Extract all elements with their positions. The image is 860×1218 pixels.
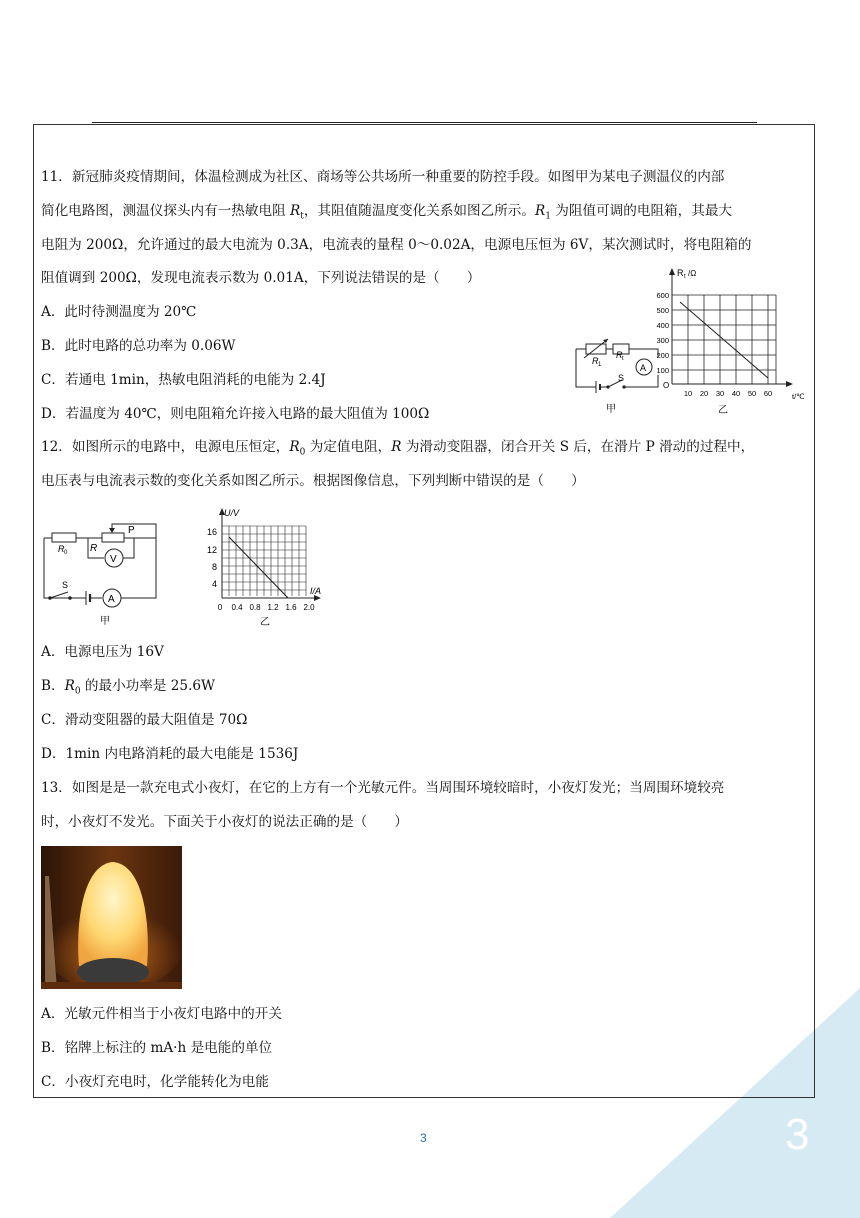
q11-text-line2: 简化电路图，测温仪探头内有一热敏电阻 $R_t$，其阻值随温度变化关系如图乙所示。$R_1$ 为阻值可调的电阻箱，其最大 — [41, 203, 733, 222]
page-number: 3 — [420, 1131, 427, 1145]
q11-text-line4: 阻值调到 200Ω，发现电流表示数为 0.01A，下列说法错误的是（ ） — [41, 270, 481, 286]
q12-voltage-current-graph — [198, 504, 348, 628]
svg-text:400: 400 — [656, 321, 669, 330]
q13-option-b: B．铭牌上标注的 mA·h 是电能的单位 — [41, 1040, 273, 1056]
svg-text:R: R — [677, 268, 684, 278]
svg-text:U/V: U/V — [224, 508, 240, 518]
q12-option-c: C．滑动变阻器的最大阻值是 70Ω — [41, 712, 248, 728]
svg-text:1.2: 1.2 — [267, 603, 279, 612]
svg-text:30: 30 — [715, 389, 725, 398]
svg-text:200: 200 — [656, 351, 669, 360]
svg-text:R: R — [58, 544, 65, 554]
svg-text:乙: 乙 — [718, 405, 728, 416]
svg-text:S: S — [618, 373, 625, 383]
q11-text-line1: 11．新冠肺炎疫情期间，体温检测成为社区、商场等公共场所一种重要的防控手段。如图甲为某电子测温仪的内部 — [41, 169, 725, 185]
svg-text:100: 100 — [656, 366, 669, 375]
q11-option-d: D．若温度为 40℃，则电阻箱允许接入电路的最大阻值为 100Ω — [41, 406, 430, 422]
svg-text:20: 20 — [699, 389, 709, 398]
svg-text:甲: 甲 — [606, 404, 616, 415]
q11-resistance-temperature-graph — [648, 264, 814, 416]
q12-circuit-diagram — [40, 518, 165, 630]
q13-option-a: A．光敏元件相当于小夜灯电路中的开关 — [41, 1006, 282, 1022]
svg-text:8: 8 — [211, 562, 217, 572]
q13-text-line1: 13．如图是是一款充电式小夜灯，在它的上方有一个光敏元件。当周围环境较暗时，小夜灯发光；当周围环境较亮 — [41, 780, 725, 796]
page-number-large: 3 — [785, 1110, 810, 1159]
header-rule — [92, 122, 757, 123]
svg-text:600: 600 — [656, 291, 669, 300]
svg-text:50: 50 — [747, 389, 757, 398]
svg-text:R: R — [592, 356, 599, 366]
q12-option-d: D．1min 内电路消耗的最大电能是 1536J — [41, 746, 299, 762]
svg-text:1: 1 — [598, 362, 602, 368]
svg-text:S: S — [62, 580, 69, 590]
svg-text:16: 16 — [206, 527, 217, 537]
svg-text:4: 4 — [211, 579, 217, 589]
uv-curve — [229, 537, 288, 598]
svg-text:0.4: 0.4 — [231, 603, 243, 612]
svg-text:12: 12 — [206, 545, 217, 555]
q12-option-b: B．$R_0$ 的最小功率是 25.6W — [41, 678, 216, 697]
svg-text:R: R — [90, 543, 98, 554]
svg-text:40: 40 — [731, 389, 741, 398]
svg-text:A: A — [640, 363, 647, 373]
svg-text:1.6: 1.6 — [285, 603, 297, 612]
svg-text:O: O — [663, 381, 670, 390]
q11-option-a: A．此时待测温度为 20℃ — [41, 304, 197, 320]
svg-text:500: 500 — [656, 306, 669, 315]
svg-text:t: t — [622, 356, 624, 362]
svg-text:2.0: 2.0 — [303, 603, 315, 612]
svg-text:0.8: 0.8 — [249, 603, 261, 612]
q11-option-b: B．此时电路的总功率为 0.06W — [41, 338, 236, 354]
svg-text:R: R — [616, 350, 623, 360]
svg-text:0: 0 — [217, 603, 223, 612]
night-light-photo — [41, 846, 182, 989]
svg-text:乙: 乙 — [260, 617, 270, 628]
q11-option-c: C．若通电 1min，热敏电阻消耗的电能为 2.4J — [41, 372, 326, 388]
svg-text:300: 300 — [656, 336, 669, 345]
q13-option-c: C．小夜灯充电时，化学能转化为电能 — [41, 1074, 269, 1090]
svg-text:V: V — [110, 554, 117, 565]
q12-option-a: A．电源电压为 16V — [41, 644, 164, 660]
svg-text:10: 10 — [683, 389, 693, 398]
q13-text-line2: 时，小夜灯不发光。下面关于小夜灯的说法正确的是（ ） — [41, 814, 409, 830]
svg-text:甲: 甲 — [100, 616, 110, 627]
svg-text:60: 60 — [763, 389, 773, 398]
svg-text:A: A — [108, 594, 115, 605]
q12-text-line1: 12．如图所示的电路中，电源电压恒定，$R_0$ 为定值电阻，R 为滑动变阻器，闭合开关 S 后，在滑片 P 滑动的过程中， — [41, 439, 755, 458]
svg-text:t: t — [684, 274, 686, 280]
svg-text:t/℃: t/℃ — [792, 392, 805, 401]
svg-text:I/A: I/A — [310, 586, 322, 596]
svg-text:0: 0 — [64, 550, 68, 556]
q11-text-line3: 电阻为 200Ω，允许通过的最大电流为 0.3A，电流表的量程 0～0.02A，电源电压恒为 6V，某次测试时，将电阻箱的 — [41, 237, 752, 253]
svg-text:/Ω: /Ω — [688, 269, 697, 278]
q12-text-line2: 电压表与电流表示数的变化关系如图乙所示。根据图像信息，下列判断中错误的是（ ） — [41, 473, 585, 489]
svg-text:P: P — [128, 525, 135, 536]
